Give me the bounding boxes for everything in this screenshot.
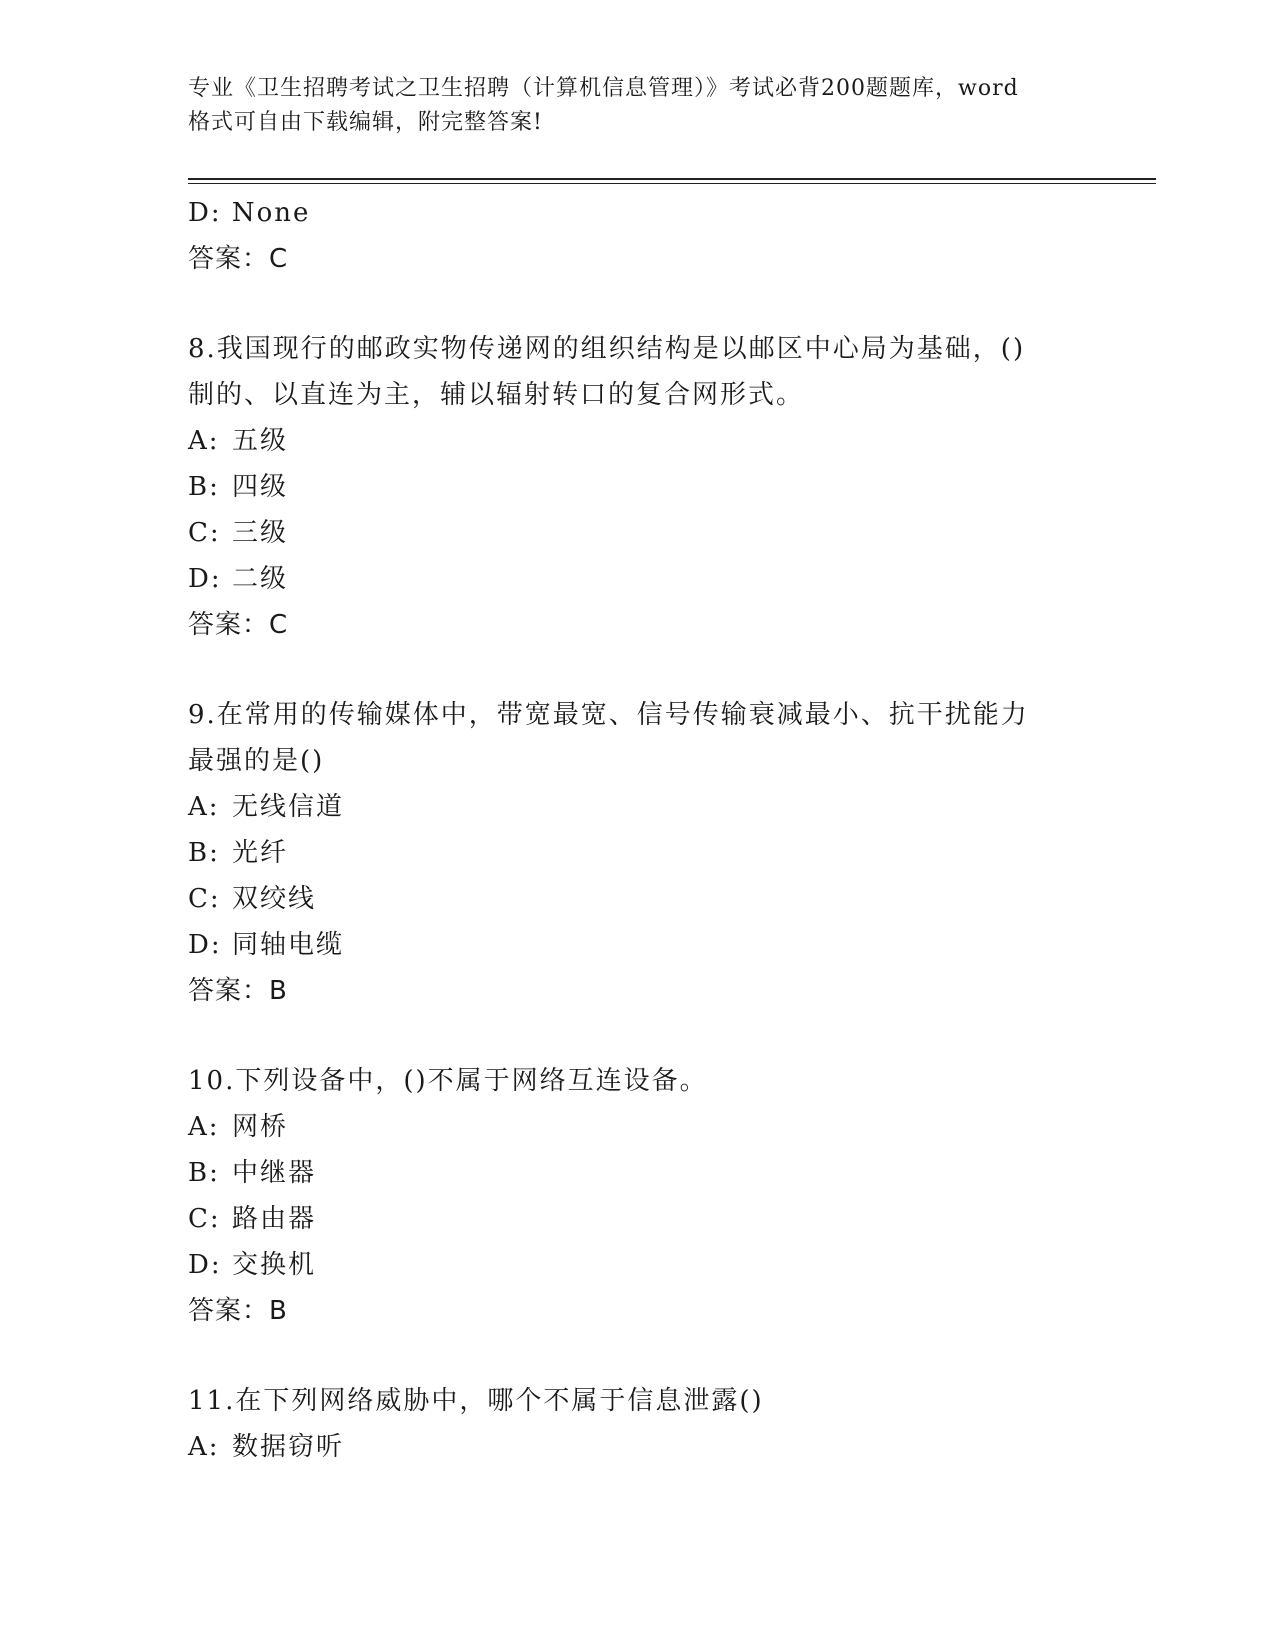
header-title-line-1: 专业《卫生招聘考试之卫生招聘（计算机信息管理）》考试必背200题题库，word — [188, 76, 1019, 101]
option-a — [188, 1104, 1088, 1150]
spacer — [188, 282, 1088, 326]
question-stem-line-2: 最强的是() — [188, 746, 325, 776]
question-7-tail — [188, 190, 1088, 282]
option-label: D: — [188, 564, 222, 594]
option-a — [188, 418, 1088, 464]
option-label: D: — [188, 930, 222, 960]
option-label: C: — [188, 518, 221, 548]
question-9 — [188, 692, 1088, 1014]
option-label: D: — [188, 1250, 222, 1280]
question-stem-line-1: 11.在下列网络威胁中，哪个不属于信息泄露() — [188, 1386, 764, 1416]
answer-line: 答案：B — [188, 976, 288, 1006]
option-text: 数据窃听 — [232, 1432, 345, 1462]
option-label: A: — [188, 1432, 220, 1462]
option-a — [188, 784, 1088, 830]
spacer — [188, 1334, 1088, 1378]
option-label: A: — [188, 426, 220, 456]
header-divider-thick — [188, 178, 1156, 180]
header-divider-thin — [188, 183, 1156, 184]
question-10 — [188, 1058, 1088, 1334]
option-d — [188, 1242, 1088, 1288]
question-11 — [188, 1378, 1088, 1470]
option-d — [188, 556, 1088, 602]
option-text: 同轴电缆 — [232, 930, 345, 960]
option-b — [188, 464, 1088, 510]
option-text: 五级 — [232, 426, 289, 456]
answer-line: 答案：C — [188, 610, 289, 640]
option-label: B: — [188, 472, 220, 502]
option-b — [188, 1150, 1088, 1196]
option-text: 无线信道 — [232, 792, 345, 822]
option-label: B: — [188, 1158, 220, 1188]
option-d — [188, 922, 1088, 968]
option-text: 网桥 — [232, 1112, 289, 1142]
option-c — [188, 510, 1088, 556]
option-label: C: — [188, 884, 221, 914]
question-stem-line-1: 10.下列设备中，()不属于网络互连设备。 — [188, 1066, 708, 1096]
option-label: A: — [188, 1112, 220, 1142]
header-title-line-2: 格式可自由下载编辑，附完整答案! — [188, 110, 543, 135]
option-text: 双绞线 — [232, 884, 317, 914]
option-text: 路由器 — [232, 1204, 317, 1234]
question-stem-line-1: 8.我国现行的邮政实物传递网的组织结构是以邮区中心局为基础，() — [188, 334, 1026, 364]
option-text: 三级 — [232, 518, 289, 548]
option-label: B: — [188, 838, 220, 868]
question-stem-line-1: 9.在常用的传输媒体中，带宽最宽、信号传输衰减最小、抗干扰能力 — [188, 700, 1029, 730]
spacer — [188, 648, 1088, 692]
option-a — [188, 1424, 1088, 1470]
answer-line: 答案：B — [188, 1296, 288, 1326]
spacer — [188, 1014, 1088, 1058]
question-stem-line-2: 制的、以直连为主，辅以辐射转口的复合网形式。 — [188, 380, 805, 410]
question-8 — [188, 326, 1088, 648]
option-text: 二级 — [232, 564, 289, 594]
option-label: C: — [188, 1204, 221, 1234]
option-text: 中继器 — [232, 1158, 317, 1188]
question-list — [188, 190, 1088, 1470]
document-header — [188, 72, 1088, 140]
option-b — [188, 830, 1088, 876]
answer-line: 答案：C — [188, 244, 289, 274]
option-text: 四级 — [232, 472, 289, 502]
option-c — [188, 1196, 1088, 1242]
option-d: D: None — [188, 198, 311, 228]
option-text: 光纤 — [232, 838, 289, 868]
option-c — [188, 876, 1088, 922]
option-label: A: — [188, 792, 220, 822]
option-text: 交换机 — [232, 1250, 317, 1280]
